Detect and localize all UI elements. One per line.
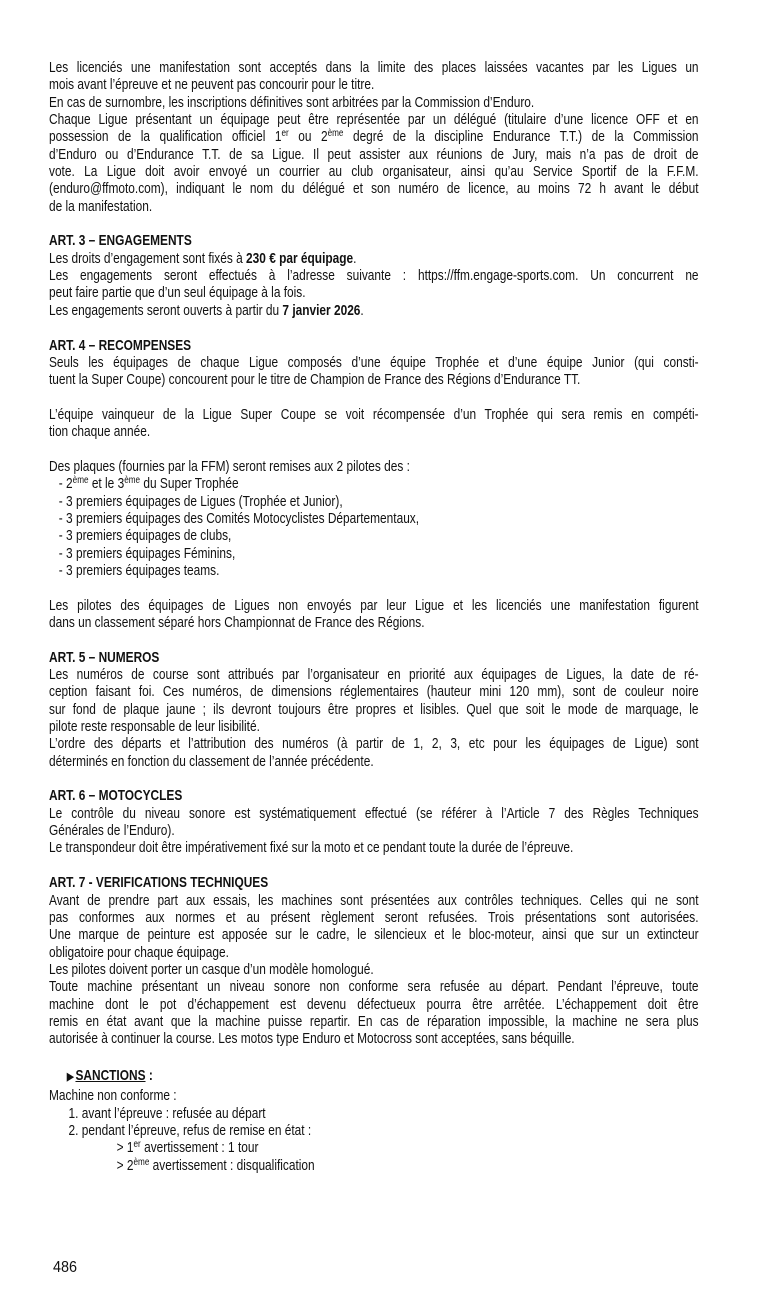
text-line: Générales de l’Enduro). <box>49 823 175 840</box>
list-item: - 3 premiers équipages teams. <box>58 562 220 579</box>
intro-section <box>49 60 699 216</box>
list-item <box>49 476 579 493</box>
superscript: er <box>281 128 289 140</box>
text-line: mois avant l’épreuve et ne peuvent pas concourir pour le titre. <box>49 77 375 94</box>
text-line: Une marque de peinture est apposée sur le cadre, le silencieux et le bloc-moteur, ainsi que sur un extincteur <box>49 927 699 944</box>
text-line: déterminés en fonction du classement de l’année précédente. <box>49 753 374 770</box>
text-line: peut faire partie que d’un seul équipage à la fois. <box>49 285 306 302</box>
text-line <box>49 303 579 320</box>
list-item: - 3 premiers équipages des Comités Motocyclistes Départementaux, <box>58 510 420 527</box>
text-line: En cas de surnombre, les inscriptions définitives sont arbitrées par la Commission d’Enduro. <box>49 94 535 111</box>
article-3-section <box>49 233 699 320</box>
text-fragment: - 2 <box>58 476 73 493</box>
text-line: remis en état avant que la machine puisse repartir. En cas de réparation impossible, la machine ne sera plus <box>49 1013 699 1030</box>
article-heading: ART. 6 – MOTOCYCLES <box>49 788 183 805</box>
text-line: Des plaques (fournies par la FFM) seront remises aux 2 pilotes des : <box>49 458 410 475</box>
text-line: dans un classement séparé hors Championnat de France des Régions. <box>49 615 425 631</box>
text-line: pas conformes aux normes et au présent règlement seront refusées. Trois présentations sont autorisées. <box>49 909 699 926</box>
text-line: tuent la Super Coupe) concourent pour le titre de Champion de France des Régions d’Endurance TT. <box>49 372 581 389</box>
text-fragment: avertissement : disqualification <box>149 1157 315 1174</box>
text-fragment: . <box>353 250 357 267</box>
text-line: Le transpondeur doit être impérativement fixé sur la moto et ce pendant toute la durée de l’épreuve. <box>49 840 574 857</box>
sanctions-heading <box>49 1068 579 1085</box>
superscript: ème <box>124 475 141 487</box>
text-fragment: Les engagements seront ouverts à partir du <box>49 302 283 319</box>
sanctions-label: SANCTIONS <box>75 1067 146 1084</box>
list-item: 2. pendant l’épreuve, refus de remise en état : <box>68 1122 312 1139</box>
opening-date: 7 janvier 2026 <box>282 302 361 319</box>
list-item: - 3 premiers équipages Féminins, <box>58 545 236 562</box>
triangle-bullet-icon: ▶ <box>66 1070 74 1083</box>
text-fragment: du Super Trophée <box>140 476 239 493</box>
text-line: Avant de prendre part aux essais, les machines sont présentées aux contrôles techniques. Celles qui ne sont <box>49 892 699 909</box>
text-line: Les pilotes des équipages de Ligues non envoyés par leur Ligue et les licenciés une manifestation figurent <box>49 597 699 614</box>
text-line: ception faisant foi. Ces numéros, de dimensions réglementaires (hauteur mini 120 mm), sont de couleur noire <box>49 684 699 701</box>
text-fragment: : <box>145 1067 153 1084</box>
text-fragment: degré de la discipline Endurance T.T.) de la Commission <box>343 129 699 146</box>
page-number: 486 <box>53 1259 78 1276</box>
list-item: - 3 premiers équipages de Ligues (Trophée et Junior), <box>58 493 343 510</box>
text-line: Les engagements seront effectués à l’adresse suivante : https://ffm.engage-sports.com. Un concurrent ne <box>49 268 699 285</box>
text-line: tion chaque année. <box>49 424 151 441</box>
text-line: sur fond de plaque jaune ; ils devront toujours être propres et lisibles. Quel que soit le mode de marquage, le <box>49 701 699 718</box>
list-item: 1. avant l’épreuve : refusée au départ <box>68 1105 266 1122</box>
text-line: L’ordre des départs et l’attribution des numéros (à partir de 1, 2, 3, etc pour les équipages de Ligue) sont <box>49 736 699 753</box>
article-5-section <box>49 650 699 771</box>
superscript: er <box>133 1139 141 1151</box>
text-fragment: > 1 <box>116 1140 134 1157</box>
text-fragment: . <box>360 302 364 319</box>
text-line: Chaque Ligue présentant un équipage peut être représentée par un délégué (titulaire d’une licence OFF et en <box>49 112 699 129</box>
text-line: Les numéros de course sont attribués par l’organisateur en priorité aux équipages de Ligues, la date de ré- <box>49 667 699 684</box>
text-line: pilote reste responsable de leur lisibilité. <box>49 719 260 736</box>
text-line: L’équipe vainqueur de la Ligue Super Coupe se voit récompensée d’un Trophée qui sera remis en compéti- <box>49 406 699 423</box>
text-line: Les licenciés une manifestation sont acceptés dans la limite des places laissées vacantes par les Ligues un <box>49 60 699 76</box>
text-fragment: et le 3 <box>88 476 125 493</box>
text-line: Machine non conforme : <box>49 1088 177 1105</box>
article-7-section <box>49 875 699 1048</box>
article-heading: ART. 7 - VERIFICATIONS TECHNIQUES <box>49 875 269 892</box>
text-fragment: ou 2 <box>288 129 328 146</box>
article-heading: ART. 3 – ENGAGEMENTS <box>49 233 192 250</box>
text-fragment: Les droits d’engagement sont fixés à <box>49 250 247 267</box>
text-line: Les pilotes doivent porter un casque d’un modèle homologué. <box>49 961 374 978</box>
text-line: (enduro@ffmoto.com), indiquant le nom du délégué et son numéro de licence, au moins 72 h avant le début <box>49 181 699 198</box>
text-line <box>49 129 699 146</box>
text-line: Toute machine présentant un niveau sonore non conforme sera refusée au départ. Pendant l’épreuve, toute <box>49 979 699 996</box>
text-line: autorisée à continuer la course. Les motos type Enduro et Motocross sont acceptées, sans béquille. <box>49 1031 575 1048</box>
list-item <box>49 1158 579 1175</box>
article-heading: ART. 4 – RECOMPENSES <box>49 337 192 354</box>
text-line: d’Enduro ou d’Endurance T.T. de sa Ligue. Il peut assister aux réunions de Jury, mais n’a pas de droit de <box>49 146 699 163</box>
awards-list <box>49 476 699 580</box>
sanctions-section <box>49 1068 699 1175</box>
text-line: vote. La Ligue doit avoir envoyé un courrier au club organisateur, ainsi qu’au Service Sportif de la F.F.M. <box>49 164 699 181</box>
text-line: Le contrôle du niveau sonore est systématiquement effectué (se référer à l’Article 7 des Règles Techniques <box>49 805 699 822</box>
text-fragment: possession de la qualification officiel 1 <box>49 129 282 146</box>
list-item: - 3 premiers équipages de clubs, <box>58 528 232 545</box>
text-line: Seuls les équipages de chaque Ligue composés d’une équipe Trophée et d’une équipe Junior (qui consti- <box>49 354 699 371</box>
article-4-section <box>49 338 699 633</box>
text-line: machine dont le pot d’échappement est devenu défectueux pourra être arrêtée. L’échappement doit être <box>49 996 699 1013</box>
text-fragment: avertissement : 1 tour <box>140 1140 259 1157</box>
text-line: obligatoire pour chaque équipage. <box>49 944 229 961</box>
text-line <box>49 251 579 268</box>
superscript: ème <box>133 1156 150 1168</box>
text-fragment: > 2 <box>116 1157 134 1174</box>
fee-amount: 230 € par équipage <box>246 250 354 267</box>
text-line: de la manifestation. <box>49 198 153 215</box>
article-6-section <box>49 788 699 857</box>
document-page <box>49 60 699 1175</box>
superscript: ème <box>327 128 344 140</box>
list-item <box>49 1140 579 1157</box>
superscript: ème <box>72 475 89 487</box>
article-heading: ART. 5 – NUMEROS <box>49 649 160 666</box>
